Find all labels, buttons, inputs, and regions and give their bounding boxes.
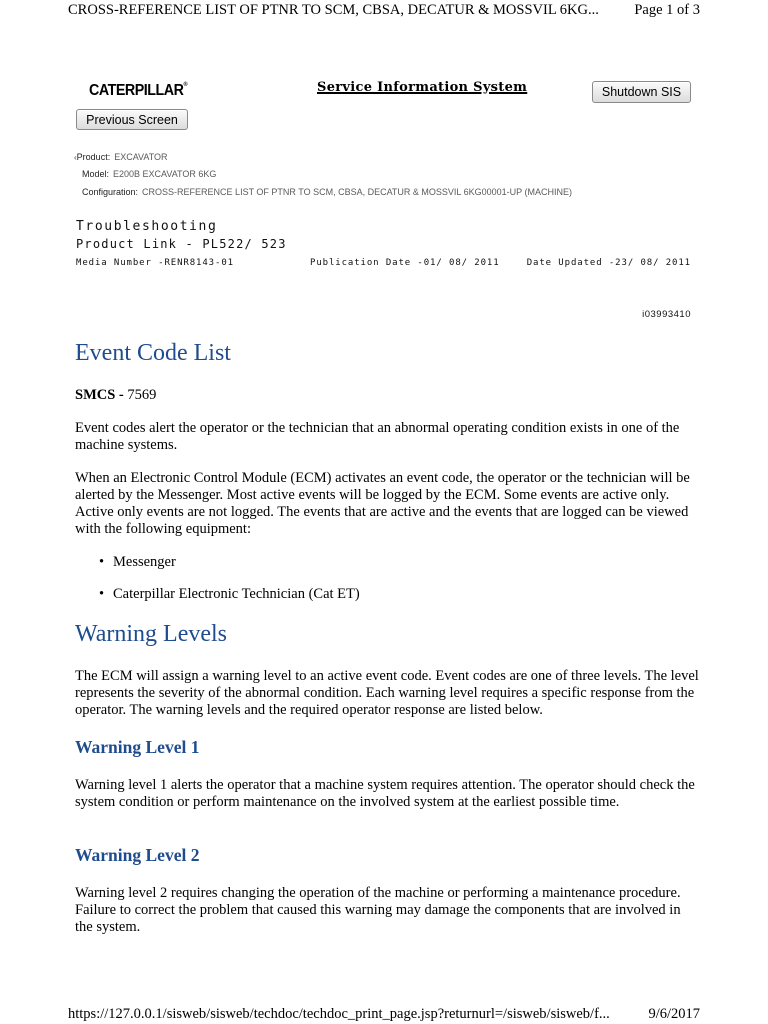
- smcs-line: [75, 387, 156, 404]
- section-title: Troubleshooting: [76, 219, 218, 234]
- configuration-row: [82, 187, 572, 197]
- ecm-paragraph: When an Electronic Control Module (ECM) activates an event code, the operator or the technician will be alerted by the Messenger. Most active events will be logged by the ECM. Some events are active only. Active only events are not logged. The events that are active and the events that are logged can be viewed with the following equipment:: [75, 470, 690, 537]
- intro-paragraph: Event codes alert the operator or the technician that an abnormal operating condition exists in one of the machine systems.: [75, 420, 680, 453]
- warning-level-1-heading: Warning Level 1: [75, 737, 200, 757]
- warning-level-1-paragraph: Warning level 1 alerts the operator that a machine system requires attention. The operator should check the system condition or perform maintenance on the involved system at the earliest possible time.: [75, 777, 695, 810]
- print-header: [68, 0, 700, 20]
- footer-date: 9/6/2017: [648, 1006, 700, 1022]
- publication-info-row: [76, 258, 691, 272]
- product-link-subtitle: Product Link - PL522/ 523: [76, 237, 287, 251]
- list-item: [99, 586, 360, 603]
- page-number: Page 1 of 3: [634, 2, 700, 18]
- product-value: EXCAVATOR: [114, 152, 168, 162]
- list-item-label: Caterpillar Electronic Technician (Cat ET): [113, 586, 360, 602]
- product-arrow-icon: ‹: [74, 153, 77, 162]
- warning-levels-paragraph: The ECM will assign a warning level to an active event code. Event codes are one of three levels. The level represents the severity of the abnormal condition. Each warning level requires a specific response from the operator. The warning levels and the required operator response are listed below.: [75, 668, 699, 718]
- product-label: Product:: [76, 152, 111, 162]
- smcs-value: 7569: [127, 387, 157, 403]
- sis-title: Service Information System: [317, 80, 528, 95]
- document-id: i03993410: [642, 309, 691, 320]
- model-label: Model:: [82, 169, 110, 179]
- footer-url: https://127.0.0.1/sisweb/sisweb/techdoc/techdoc_print_page.jsp?returnurl=/sisweb/sisweb/f...: [68, 1006, 610, 1022]
- page-title: Event Code List: [75, 340, 231, 366]
- print-footer: [68, 1004, 700, 1024]
- model-value: E200B EXCAVATOR 6KG: [113, 169, 217, 179]
- shutdown-sis-button[interactable]: Shutdown SIS: [592, 81, 691, 103]
- smcs-label: SMCS -: [75, 387, 124, 403]
- configuration-value: CROSS-REFERENCE LIST OF PTNR TO SCM, CBSA, DECATUR & MOSSVIL 6KG00001-UP (MACHINE): [142, 187, 572, 197]
- caterpillar-logo: [89, 82, 188, 100]
- date-updated: Date Updated -23/ 08/ 2011: [526, 258, 691, 268]
- previous-screen-button[interactable]: Previous Screen: [76, 109, 188, 130]
- warning-level-2-heading: Warning Level 2: [75, 845, 200, 865]
- warning-level-2-paragraph: Warning level 2 requires changing the operation of the machine or performing a maintenance procedure. Failure to correct the problem that caused this warning may damage the components that are involved in the system.: [75, 885, 681, 935]
- publication-date: Publication Date -01/ 08/ 2011: [310, 258, 500, 268]
- bullet-icon: •: [99, 554, 105, 570]
- logo-mark: ®: [183, 82, 188, 88]
- bullet-icon: •: [99, 586, 105, 602]
- list-item: [99, 554, 176, 571]
- media-number: Media Number -RENR8143-01: [76, 258, 234, 268]
- model-row: [82, 169, 216, 179]
- product-row: [76, 152, 168, 162]
- warning-levels-heading: Warning Levels: [75, 621, 228, 647]
- list-item-label: Messenger: [113, 554, 176, 570]
- print-header-title: CROSS-REFERENCE LIST OF PTNR TO SCM, CBSA, DECATUR & MOSSVIL 6KG...: [68, 2, 599, 18]
- logo-text: CATERPILLAR: [89, 82, 184, 99]
- configuration-label: Configuration:: [82, 187, 139, 197]
